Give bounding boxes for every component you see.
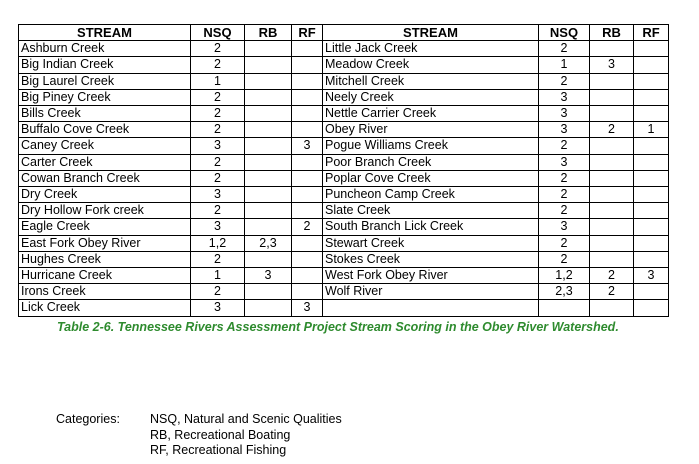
rb-score-cell-left <box>245 106 292 122</box>
table-row <box>19 284 669 300</box>
rf-score-cell-left <box>292 170 323 186</box>
rb-score-cell-left <box>245 284 292 300</box>
nsq-score-cell-left: 1 <box>191 73 245 89</box>
stream-name-cell-right: Stewart Creek <box>323 235 539 251</box>
rb-score-cell-left <box>245 170 292 186</box>
rb-score-cell-right <box>590 219 634 235</box>
nsq-score-cell-left: 3 <box>191 300 245 316</box>
rf-score-cell-right <box>634 251 669 267</box>
legend-items <box>150 412 342 459</box>
stream-name-cell-right: West Fork Obey River <box>323 268 539 284</box>
nsq-score-cell-right: 3 <box>539 122 590 138</box>
rf-score-cell-left <box>292 154 323 170</box>
nsq-score-cell-left: 2 <box>191 106 245 122</box>
rf-score-cell-left <box>292 106 323 122</box>
table-row <box>19 41 669 57</box>
rf-score-cell-right: 1 <box>634 122 669 138</box>
nsq-score-cell-right: 2,3 <box>539 284 590 300</box>
stream-name-cell-left: Irons Creek <box>19 284 191 300</box>
nsq-score-cell-left: 2 <box>191 122 245 138</box>
header-nsq-right: NSQ <box>539 25 590 41</box>
stream-name-cell-left: Eagle Creek <box>19 219 191 235</box>
stream-name-cell-left: Ashburn Creek <box>19 41 191 57</box>
rf-score-cell-right <box>634 138 669 154</box>
rf-score-cell-left <box>292 235 323 251</box>
rf-score-cell-left: 2 <box>292 219 323 235</box>
stream-scoring-table <box>18 24 669 317</box>
stream-name-cell-right: Mitchell Creek <box>323 73 539 89</box>
rb-score-cell-left <box>245 219 292 235</box>
rf-score-cell-right <box>634 170 669 186</box>
stream-name-cell-right: Slate Creek <box>323 203 539 219</box>
nsq-score-cell-left: 2 <box>191 41 245 57</box>
rf-score-cell-left: 3 <box>292 300 323 316</box>
rb-score-cell-left <box>245 251 292 267</box>
nsq-score-cell-right: 2 <box>539 235 590 251</box>
nsq-score-cell-right: 2 <box>539 251 590 267</box>
stream-name-cell-right: Obey River <box>323 122 539 138</box>
stream-name-cell-left: Buffalo Cove Creek <box>19 122 191 138</box>
rb-score-cell-right <box>590 138 634 154</box>
rb-score-cell-left <box>245 203 292 219</box>
stream-name-cell-right: Poplar Cove Creek <box>323 170 539 186</box>
stream-name-cell-right: Neely Creek <box>323 89 539 105</box>
stream-name-cell-left: East Fork Obey River <box>19 235 191 251</box>
stream-name-cell-left: Hughes Creek <box>19 251 191 267</box>
header-rb-right: RB <box>590 25 634 41</box>
rb-score-cell-right <box>590 235 634 251</box>
nsq-score-cell-right: 1,2 <box>539 268 590 284</box>
table-row <box>19 187 669 203</box>
stream-name-cell-left: Big Laurel Creek <box>19 73 191 89</box>
rb-score-cell-right <box>590 73 634 89</box>
rf-score-cell-right <box>634 57 669 73</box>
legend-item-nsq: NSQ, Natural and Scenic Qualities <box>150 412 342 426</box>
rb-score-cell-left <box>245 138 292 154</box>
rb-score-cell-left <box>245 154 292 170</box>
rb-score-cell-right <box>590 106 634 122</box>
stream-name-cell-left: Dry Creek <box>19 187 191 203</box>
legend-item-rb: RB, Recreational Boating <box>150 427 291 442</box>
stream-name-cell-right <box>323 300 539 316</box>
nsq-score-cell-right: 1 <box>539 57 590 73</box>
nsq-score-cell-right: 3 <box>539 219 590 235</box>
nsq-score-cell-left: 2 <box>191 284 245 300</box>
rf-score-cell-left <box>292 268 323 284</box>
stream-name-cell-left: Bills Creek <box>19 106 191 122</box>
stream-name-cell-left: Big Piney Creek <box>19 89 191 105</box>
nsq-score-cell-left: 2 <box>191 89 245 105</box>
stream-name-cell-left: Dry Hollow Fork creek <box>19 203 191 219</box>
nsq-score-cell-right <box>539 300 590 316</box>
table-row <box>19 251 669 267</box>
rf-score-cell-right: 3 <box>634 268 669 284</box>
rf-score-cell-right <box>634 300 669 316</box>
nsq-score-cell-left: 1,2 <box>191 235 245 251</box>
stream-name-cell-left: Cowan Branch Creek <box>19 170 191 186</box>
rf-score-cell-right <box>634 235 669 251</box>
stream-name-cell-left: Lick Creek <box>19 300 191 316</box>
table-row <box>19 73 669 89</box>
table-row <box>19 106 669 122</box>
rf-score-cell-left <box>292 251 323 267</box>
nsq-score-cell-right: 2 <box>539 41 590 57</box>
rb-score-cell-left <box>245 300 292 316</box>
nsq-score-cell-left: 2 <box>191 57 245 73</box>
rf-score-cell-left <box>292 57 323 73</box>
rf-score-cell-right <box>634 187 669 203</box>
rf-score-cell-right <box>634 219 669 235</box>
rf-score-cell-left <box>292 89 323 105</box>
stream-name-cell-right: Nettle Carrier Creek <box>323 106 539 122</box>
table-row <box>19 203 669 219</box>
rb-score-cell-right: 2 <box>590 284 634 300</box>
table-row <box>19 89 669 105</box>
rf-score-cell-left <box>292 73 323 89</box>
stream-name-cell-left: Carter Creek <box>19 154 191 170</box>
rb-score-cell-right <box>590 170 634 186</box>
rb-score-cell-right: 2 <box>590 122 634 138</box>
rb-score-cell-right <box>590 187 634 203</box>
nsq-score-cell-left: 2 <box>191 251 245 267</box>
nsq-score-cell-left: 3 <box>191 219 245 235</box>
nsq-score-cell-left: 2 <box>191 154 245 170</box>
nsq-score-cell-right: 3 <box>539 89 590 105</box>
nsq-score-cell-left: 3 <box>191 138 245 154</box>
stream-name-cell-left: Hurricane Creek <box>19 268 191 284</box>
nsq-score-cell-right: 2 <box>539 187 590 203</box>
rf-score-cell-right <box>634 203 669 219</box>
rf-score-cell-right <box>634 73 669 89</box>
rb-score-cell-left: 3 <box>245 268 292 284</box>
rf-score-cell-left: 3 <box>292 138 323 154</box>
table-row <box>19 138 669 154</box>
stream-name-cell-left: Big Indian Creek <box>19 57 191 73</box>
rb-score-cell-right <box>590 203 634 219</box>
nsq-score-cell-right: 3 <box>539 106 590 122</box>
legend-item-rf: RF, Recreational Fishing <box>150 443 287 457</box>
rb-score-cell-left <box>245 57 292 73</box>
stream-name-cell-right: Meadow Creek <box>323 57 539 73</box>
stream-name-cell-right: Wolf River <box>323 284 539 300</box>
table-header-row <box>19 25 669 41</box>
rf-score-cell-left <box>292 187 323 203</box>
table-row <box>19 57 669 73</box>
rb-score-cell-right <box>590 89 634 105</box>
legend-label: Categories: <box>56 412 120 426</box>
rb-score-cell-right <box>590 154 634 170</box>
rb-score-cell-left: 2,3 <box>245 235 292 251</box>
rf-score-cell-right <box>634 106 669 122</box>
header-stream-left: STREAM <box>19 25 191 41</box>
nsq-score-cell-right: 2 <box>539 138 590 154</box>
nsq-score-cell-left: 3 <box>191 187 245 203</box>
table-row <box>19 235 669 251</box>
rf-score-cell-left <box>292 284 323 300</box>
rf-score-cell-left <box>292 41 323 57</box>
table-row <box>19 170 669 186</box>
stream-name-cell-right: Poor Branch Creek <box>323 154 539 170</box>
nsq-score-cell-right: 2 <box>539 170 590 186</box>
header-rf-left: RF <box>292 25 323 41</box>
rf-score-cell-right <box>634 284 669 300</box>
stream-name-cell-right: Little Jack Creek <box>323 41 539 57</box>
rb-score-cell-right <box>590 251 634 267</box>
nsq-score-cell-left: 2 <box>191 170 245 186</box>
stream-name-cell-right: Pogue Williams Creek <box>323 138 539 154</box>
nsq-score-cell-right: 2 <box>539 203 590 219</box>
header-nsq-left: NSQ <box>191 25 245 41</box>
nsq-score-cell-right: 2 <box>539 73 590 89</box>
rb-score-cell-right <box>590 41 634 57</box>
table-row <box>19 154 669 170</box>
table-row <box>19 300 669 316</box>
header-rb-left: RB <box>245 25 292 41</box>
header-stream-right: STREAM <box>323 25 539 41</box>
rb-score-cell-left <box>245 73 292 89</box>
rb-score-cell-left <box>245 89 292 105</box>
rf-score-cell-right <box>634 154 669 170</box>
rf-score-cell-left <box>292 122 323 138</box>
rb-score-cell-left <box>245 187 292 203</box>
table-body <box>19 41 669 316</box>
stream-name-cell-left: Caney Creek <box>19 138 191 154</box>
stream-name-cell-right: Stokes Creek <box>323 251 539 267</box>
rb-score-cell-left <box>245 41 292 57</box>
nsq-score-cell-right: 3 <box>539 154 590 170</box>
stream-name-cell-right: South Branch Lick Creek <box>323 219 539 235</box>
nsq-score-cell-left: 1 <box>191 268 245 284</box>
rb-score-cell-left <box>245 122 292 138</box>
rf-score-cell-left <box>292 203 323 219</box>
header-rf-right: RF <box>634 25 669 41</box>
rb-score-cell-right: 2 <box>590 268 634 284</box>
stream-name-cell-right: Puncheon Camp Creek <box>323 187 539 203</box>
rf-score-cell-right <box>634 89 669 105</box>
table-row <box>19 268 669 284</box>
nsq-score-cell-left: 2 <box>191 203 245 219</box>
table-row <box>19 219 669 235</box>
table-caption: Table 2-6. Tennessee Rivers Assessment Project Stream Scoring in the Obey River Watershed. <box>57 320 619 334</box>
rb-score-cell-right <box>590 300 634 316</box>
rb-score-cell-right: 3 <box>590 57 634 73</box>
table-row <box>19 122 669 138</box>
rf-score-cell-right <box>634 41 669 57</box>
